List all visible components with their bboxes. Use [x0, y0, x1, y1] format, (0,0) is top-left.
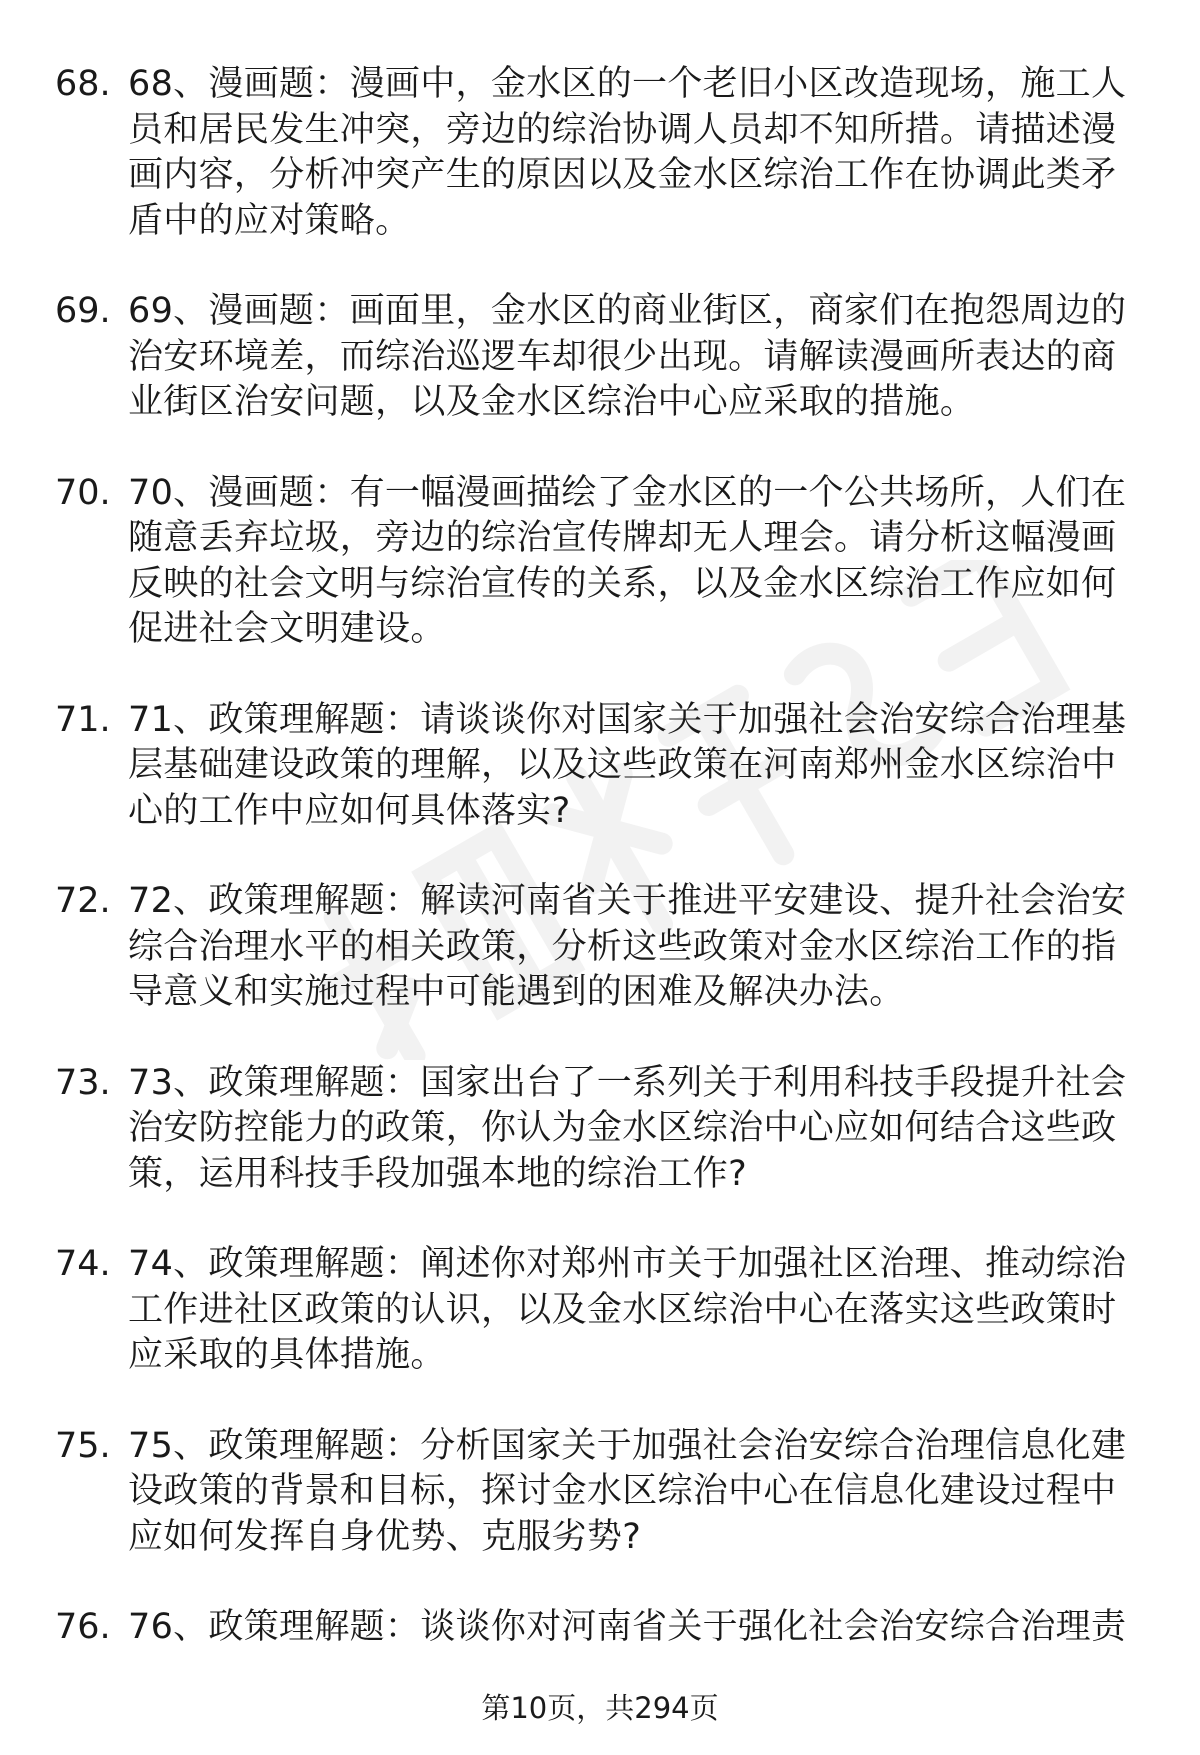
- question-number: 75.: [55, 1425, 111, 1466]
- question-item: [0, 1605, 1200, 1651]
- question-text: 76、政策理解题：谈谈你对河南省关于强化社会治安综合治理责: [128, 1607, 1127, 1647]
- question-number: 69.: [55, 291, 111, 331]
- question-text: 73、政策理解题：国家出台了一系列关于利用科技手段提升社会治安防控能力的政策，你认为金水区综治中心应如何结合这些政策，运用科技手段加强本地的综治工作?: [128, 1062, 1127, 1194]
- question-list: [0, 62, 1200, 1696]
- question-text: 75、政策理解题：分析国家关于加强社会治安综合治理信息化建设政策的背景和目标，探讨金水区综治中心在信息化建设过程中应如何发挥自身优势、克服劣势?: [128, 1425, 1127, 1557]
- question-item: [0, 289, 1200, 426]
- question-number: 68.: [55, 64, 111, 104]
- question-number: 74.: [55, 1244, 111, 1284]
- question-number: 73.: [55, 1062, 111, 1103]
- question-text: 69、漫画题：画面里，金水区的商业街区，商家们在抱怨周边的治安环境差，而综治巡逻车却很少出现。请解读漫画所表达的商业街区治安问题，以及金水区综治中心应采取的措施。: [128, 291, 1127, 422]
- question-number: 72.: [55, 881, 111, 921]
- question-text: 70、漫画题：有一幅漫画描绘了金水区的一个公共场所，人们在随意丢弃垃圾，旁边的综治宣传牌却无人理会。请分析这幅漫画反映的社会文明与综治宣传的关系，以及金水区综治工作应如何促进社会文明建设。: [128, 472, 1127, 649]
- question-text: 72、政策理解题：解读河南省关于推进平安建设、提升社会治安综合治理水平的相关政策，分析这些政策对金水区综治工作的指导意义和实施过程中可能遇到的困难及解决办法。: [128, 881, 1127, 1012]
- question-item: [0, 1242, 1200, 1379]
- question-text: 68、漫画题：漫画中，金水区的一个老旧小区改造现场，施工人员和居民发生冲突，旁边的综治协调人员却不知所措。请描述漫画内容，分析冲突产生的原因以及金水区综治工作在协调此类矛盾中的应对策略。: [128, 64, 1127, 241]
- question-number: 70.: [55, 472, 111, 513]
- question-number: 76.: [55, 1607, 111, 1647]
- question-text: 71、政策理解题：请谈谈你对国家关于加强社会治安综合治理基层基础建设政策的理解，以及这些政策在河南郑州金水区综治中心的工作中应如何具体落实?: [128, 699, 1127, 831]
- question-item: [0, 471, 1200, 653]
- page-footer: 第10页，共294页: [481, 1691, 719, 1725]
- question-item: [0, 698, 1200, 835]
- question-item: [0, 1424, 1200, 1561]
- question-text: 74、政策理解题：阐述你对郑州市关于加强社区治理、推动综治工作进社区政策的认识，以及金水区综治中心在落实这些政策时应采取的具体措施。: [128, 1244, 1127, 1375]
- question-item: [0, 1061, 1200, 1198]
- question-item: [0, 879, 1200, 1016]
- question-item: [0, 62, 1200, 244]
- question-number: 71.: [55, 699, 111, 740]
